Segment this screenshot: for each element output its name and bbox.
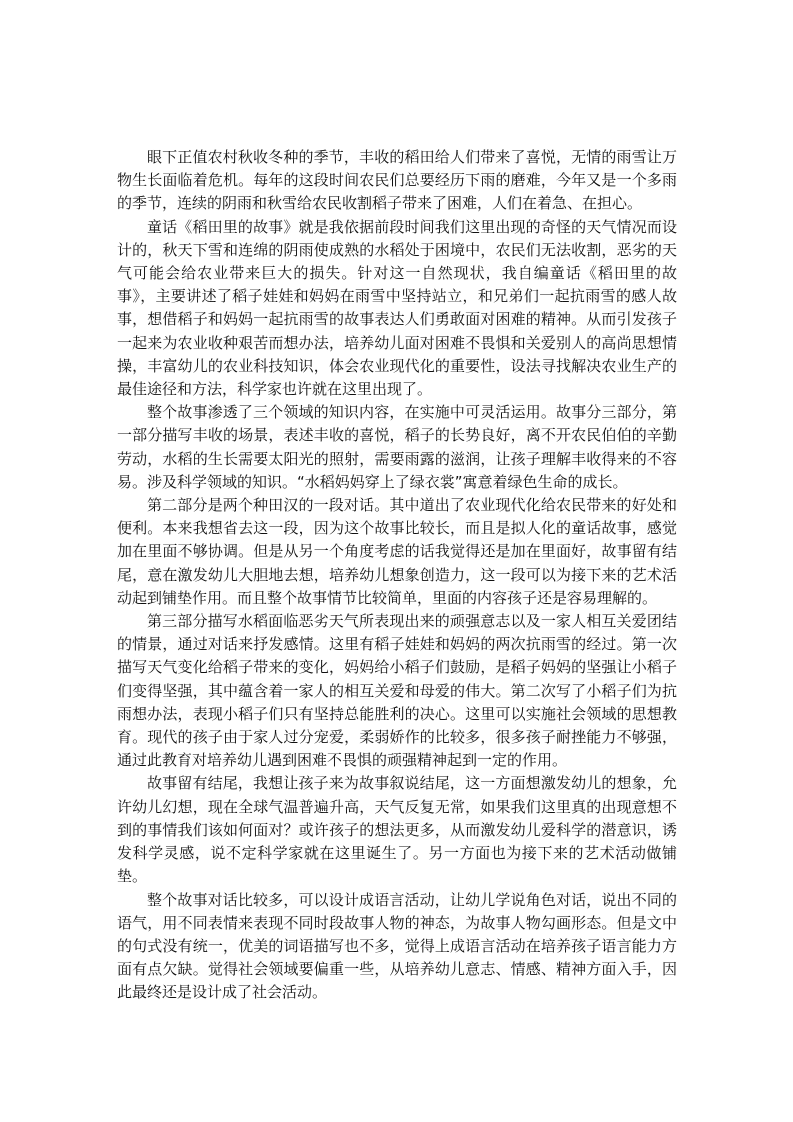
paragraph-ending: 故事留有结尾，我想让孩子来为故事叙说结尾，这一方面想激发幼儿的想象，允许幼儿幻想，现在全球气温普遍升高，天气反复无常，如果我们这里真的出现意想不到的事情我们该如何面对？或许孩子的想法更多，从而激发幼儿爱科学的潜意识，诱发科学灵感，说不定科学家就在这里诞生了。另一方面也为接下来的艺术活动做铺垫。 [117, 774, 677, 886]
paragraph-part-two: 第二部分是两个种田汉的一段对话。其中道出了农业现代化给农民带来的好处和便利。本来我想省去这一段，因为这个故事比较长，而且是拟人化的童话故事，感觉加在里面不够协调。但是从另一个角度考虑的话我觉得还是加在里面好，故事留有结尾，意在激发幼儿大胆地去想，培养幼儿想象创造力，这一段可以为接下来的艺术活动起到铺垫作用。而且整个故事情节比较简单，里面的内容孩子还是容易理解的。 [117, 496, 677, 607]
paragraph-story-design: 童话《稻田里的故事》就是我依据前段时间我们这里出现的奇怪的天气情况而设计的，秋天下雪和连绵的阴雨使成熟的水稻处于困境中，农民们无法收割，恶劣的天气可能会给农业带来巨大的损失。针对这一自然现状，我自编童话《稻田里的故事》，主要讲述了稻子娃娃和妈妈在雨雪中坚持站立，和兄弟们一起抗雨雪的感人故事，想借稻子和妈妈一起抗雨雪的故事表达人们勇敢面对困难的精神。从而引发孩子一起来为农业收种艰苦而想办法，培养幼儿面对困难不畏惧和关爱别人的高尚思想情操，丰富幼儿的农业科技知识，体会农业现代化的重要性，设法寻找解决农业生产的最佳途径和方法，科学家也许就在这里出现了。 [117, 217, 677, 399]
paragraph-part-three: 第三部分描写水稻面临恶劣天气所表现出来的顽强意志以及一家人相互关爱团结的情景，通过对话来抒发感情。这里有稻子娃娃和妈妈的两次抗雨雪的经过。第一次描写天气变化给稻子带来的变化，妈妈给小稻子们鼓励，是稻子妈妈的坚强让小稻子们变得坚强，其中蕴含着一家人的相互关爱和母爱的伟大。第二次写了小稻子们为抗雨想办法，表现小稻子们只有坚持总能胜利的决心。这里可以实施社会领域的思想教育。现代的孩子由于家人过分宠爱，柔弱娇作的比较多，很多孩子耐挫能力不够强，通过此教育对培养幼儿遇到困难不畏惧的顽强精神起到一定的作用。 [117, 612, 677, 770]
paragraph-part-one: 整个故事渗透了三个领域的知识内容，在实施中可灵活运用。故事分三部分，第一部分描写丰收的场景，表述丰收的喜悦，稻子的长势良好，离不开农民伯伯的辛勤劳动，水稻的生长需要太阳光的照射，需要雨露的滋润，让孩子理解丰收得来的不容易。涉及科学领域的知识。“水稻妈妈穿上了绿衣裳”寓意着绿色生命的成长。 [117, 403, 677, 491]
paragraph-intro: 眼下正值农村秋收冬种的季节，丰收的稻田给人们带来了喜悦，无情的雨雪让万物生长面临着危机。每年的这段时间农民们总要经历下雨的磨难，今年又是一个多雨的季节，连续的阴雨和秋雪给农民收割稻子带来了困难，人们在着急、在担心。 [117, 148, 677, 213]
paragraph-activity-design: 整个故事对话比较多，可以设计成语言活动，让幼儿学说角色对话，说出不同的语气，用不同表情来表现不同时段故事人物的神态，为故事人物勾画形态。但是文中的句式没有统一，优美的词语描写也不多，觉得上成语言活动在培养孩子语言能力方面有点欠缺。觉得社会领域要偏重一些，从培养幼儿意志、情感、精神方面入手，因此最终还是设计成了社会活动。 [117, 890, 677, 1002]
document-body [117, 146, 677, 1005]
